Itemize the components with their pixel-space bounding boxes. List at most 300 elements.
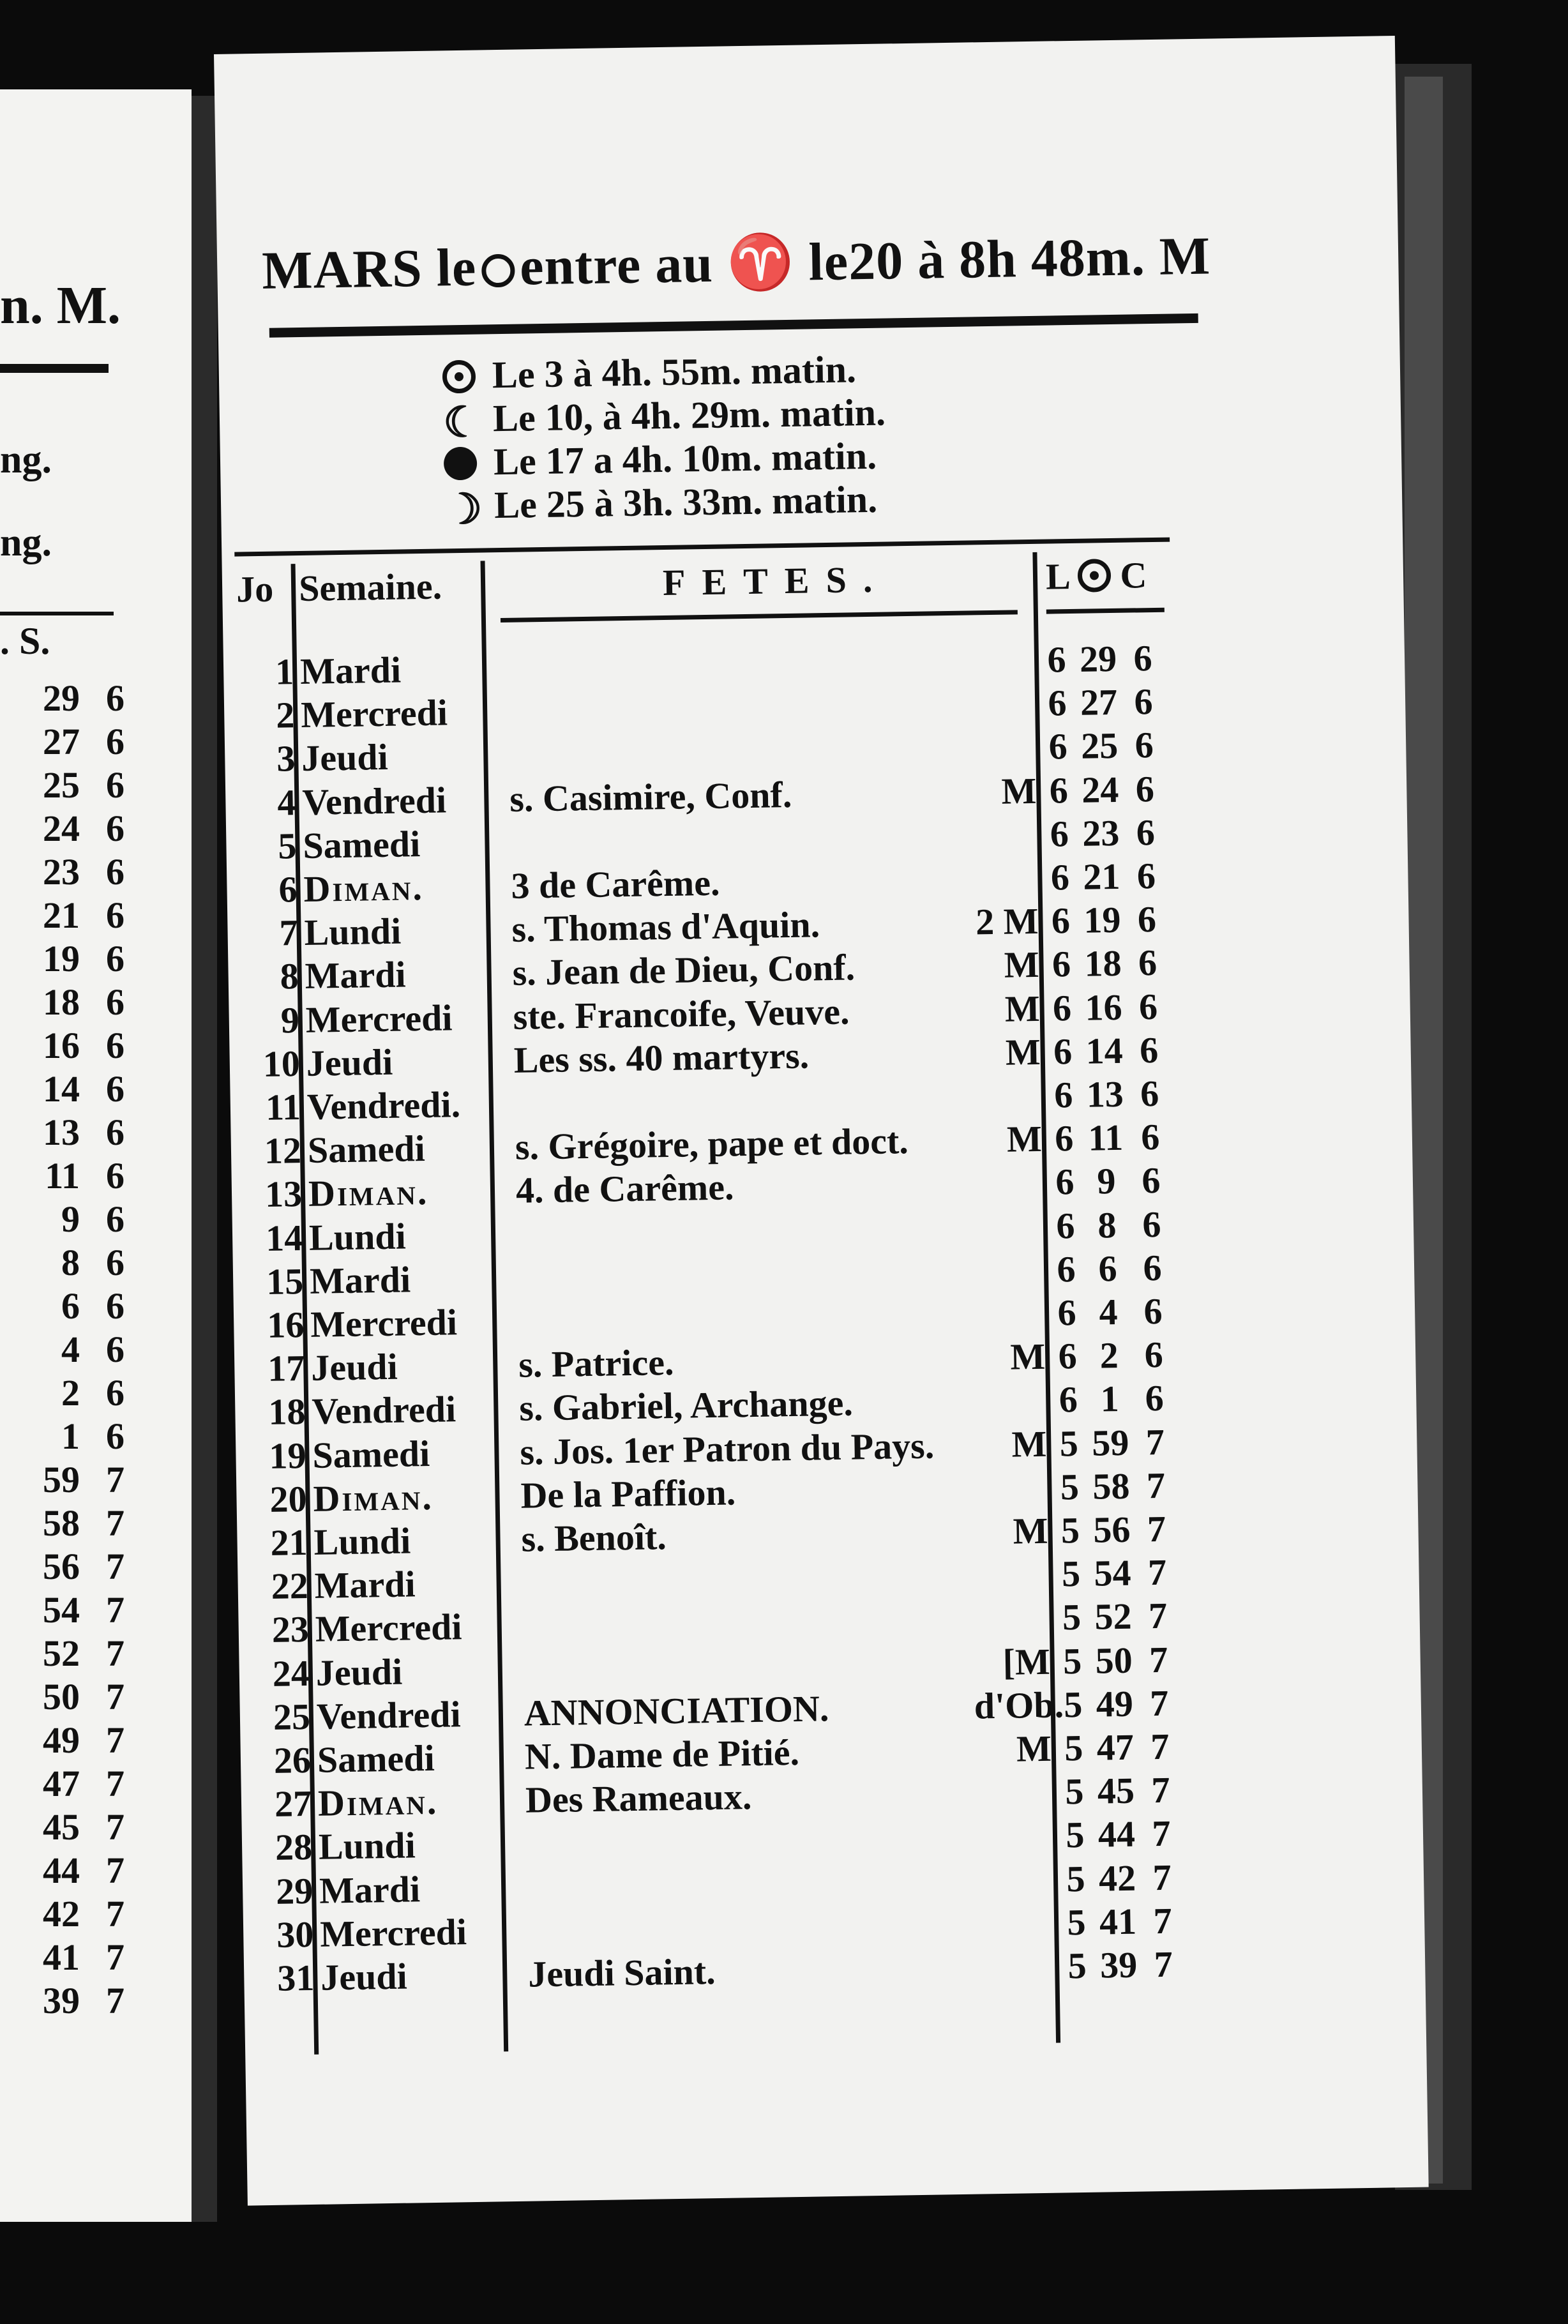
weekday: Vendredi [301, 779, 447, 823]
previous-page-minutes: 42 [43, 1893, 80, 1935]
sunrise-minutes: 9 [1096, 1160, 1116, 1202]
day-number: 25 [273, 1695, 311, 1738]
previous-page-row [13, 1458, 124, 1502]
day-number: 20 [269, 1477, 308, 1520]
sunset-hour: 6 [1143, 1290, 1163, 1332]
previous-page-hour: 6 [106, 1329, 124, 1370]
aries-icon: ♈ [727, 232, 795, 294]
day-number: 24 [272, 1652, 310, 1694]
previous-page-row [13, 807, 124, 850]
previous-page-row [13, 1024, 124, 1068]
sunset-hour: 6 [1133, 637, 1153, 679]
previous-page-hour: 6 [106, 894, 124, 936]
previous-page-row [13, 1762, 124, 1806]
sunrise-hour: 6 [1052, 943, 1071, 985]
sunset-hour: 7 [1150, 1769, 1170, 1811]
weekday: Lundi [304, 910, 402, 954]
previous-page-hour: 7 [106, 1893, 124, 1935]
day-number: 2 [275, 694, 295, 736]
previous-page-row [13, 1632, 124, 1675]
sunrise-minutes: 4 [1099, 1291, 1119, 1333]
feast-mark: M [1011, 1422, 1047, 1465]
weekday: Diman. [308, 1171, 429, 1215]
sunrise-hour: 5 [1060, 1509, 1080, 1551]
sunset-hour: 6 [1135, 767, 1155, 810]
feast-mark: M [1013, 1509, 1048, 1552]
sunrise-minutes: 16 [1085, 986, 1123, 1029]
previous-page-hour: 6 [106, 1155, 124, 1196]
moon-phase-text: Le 3 à 4h. 55m. matin. [492, 348, 857, 396]
previous-page-hour: 7 [106, 1806, 124, 1848]
day-number: 1 [275, 651, 294, 693]
previous-page-row [13, 894, 124, 937]
previous-page-row [13, 937, 124, 981]
previous-page-row [13, 1371, 124, 1415]
table-top-rule [234, 538, 1170, 557]
book-gutter [192, 96, 217, 2222]
previous-page-hour: 6 [106, 808, 124, 849]
previous-page-hour: 7 [106, 1936, 124, 1978]
day-number: 31 [276, 1956, 315, 1999]
day-number: 21 [270, 1521, 308, 1564]
previous-page-minutes: 18 [43, 981, 80, 1023]
previous-page-minutes: 54 [43, 1589, 80, 1631]
almanac-page [214, 36, 1429, 2206]
sunrise-hour: 6 [1050, 856, 1070, 898]
previous-page-line: ng. [0, 521, 52, 564]
sunrise-hour: 6 [1057, 1292, 1077, 1334]
previous-page-hour: 6 [106, 1372, 124, 1414]
previous-page-minutes: 59 [43, 1459, 80, 1500]
previous-page-hour: 6 [106, 677, 124, 719]
sunrise-minutes: 47 [1096, 1726, 1135, 1769]
weekday: Lundi [308, 1215, 407, 1258]
sun-icon [481, 254, 515, 288]
moon-phase-row [442, 347, 885, 398]
moon-phase-row [444, 434, 887, 485]
sunrise-hour: 5 [1063, 1683, 1083, 1726]
title-rule [269, 313, 1198, 338]
day-number: 6 [278, 868, 298, 910]
sunrise-hour: 5 [1060, 1465, 1080, 1508]
day-number: 17 [267, 1347, 305, 1390]
previous-page-minutes: 24 [43, 808, 80, 849]
sunset-hour: 6 [1134, 681, 1154, 723]
weekday: Jeudi [310, 1345, 398, 1389]
day-number: 3 [276, 737, 296, 780]
sunrise-hour: 6 [1049, 769, 1069, 811]
previous-page-minutes: 41 [43, 1936, 80, 1978]
previous-page-hour: 7 [106, 1850, 124, 1891]
header-fetes: FETES. [662, 558, 889, 604]
day-number: 29 [275, 1869, 313, 1912]
previous-page-minutes: 29 [43, 677, 80, 719]
feast-mark: [M [1002, 1640, 1051, 1683]
day-number: 8 [280, 955, 299, 997]
sunset-hour: 6 [1138, 985, 1158, 1028]
previous-page-minutes: 45 [43, 1806, 80, 1848]
sunrise-minutes: 25 [1080, 725, 1119, 767]
feast-name: Les ss. 40 martyrs. [513, 1034, 810, 1081]
weekday: Lundi [313, 1520, 411, 1563]
previous-page-row [13, 1588, 124, 1632]
previous-page-minutes: 58 [43, 1502, 80, 1544]
sunrise-minutes: 45 [1097, 1769, 1135, 1812]
feast-name: 3 de Carême. [511, 861, 720, 907]
sunrise-hour: 6 [1053, 1030, 1073, 1073]
previous-page-rule [0, 364, 109, 373]
previous-page-header-text: . S. [0, 620, 50, 662]
moon-phase-text: Le 17 a 4h. 10m. matin. [493, 434, 877, 483]
sunset-hour: 6 [1139, 1029, 1159, 1071]
title-rest: le20 à 8h 48m. M [808, 226, 1211, 292]
previous-page-minutes: 16 [43, 1025, 80, 1066]
sunset-hour: 7 [1149, 1638, 1168, 1680]
sunrise-hour: 5 [1066, 1857, 1086, 1899]
feast-mark: M [1004, 944, 1040, 986]
weekday: Jeudi [301, 736, 389, 780]
sunset-hour: 7 [1151, 1813, 1171, 1855]
previous-page-hour: 7 [106, 1546, 124, 1587]
previous-page-minutes: 44 [43, 1850, 80, 1891]
previous-page-row [13, 1241, 124, 1285]
previous-page-row [13, 1415, 124, 1458]
previous-page-hour: 7 [106, 1763, 124, 1804]
sunrise-minutes: 6 [1098, 1247, 1118, 1290]
sunrise-minutes: 27 [1080, 681, 1118, 723]
previous-page-minutes: 14 [43, 1068, 80, 1110]
previous-page-hour: 7 [106, 1633, 124, 1674]
previous-page-row [13, 1545, 124, 1588]
sunrise-minutes: 18 [1084, 942, 1122, 985]
weekday: Vendredi [311, 1388, 456, 1433]
previous-page-row [13, 764, 124, 807]
day-number: 9 [280, 999, 300, 1041]
day-number: 27 [274, 1783, 312, 1825]
day-number: 30 [276, 1913, 314, 1956]
feast-name: 4. de Carême. [515, 1166, 734, 1212]
feast-mark: M [1005, 1030, 1041, 1073]
feast-name: ste. Francoife, Veuve. [513, 990, 850, 1038]
sunrise-hour: 6 [1051, 900, 1071, 942]
moon-phase-text: Le 10, à 4h. 29m. matin. [492, 391, 886, 440]
sunrise-hour: 6 [1057, 1248, 1076, 1290]
feast-name: s. Casimire, Conf. [509, 773, 792, 820]
weekday: Jeudi [320, 1955, 408, 1998]
previous-page-minutes: 4 [61, 1329, 80, 1370]
sunset-hour: 6 [1136, 854, 1156, 897]
previous-page-row [13, 1154, 124, 1198]
moon-phase-row [442, 391, 886, 447]
sunrise-hour: 6 [1055, 1204, 1075, 1247]
previous-page-row [13, 1849, 124, 1892]
feast-mark: M [1004, 987, 1041, 1030]
sunrise-minutes: 8 [1097, 1204, 1117, 1246]
sunset-hour: 7 [1145, 1421, 1165, 1463]
previous-page-minutes: 2 [61, 1372, 80, 1414]
weekday: Vendredi. [306, 1083, 461, 1128]
weekday: Mercredi [310, 1301, 458, 1345]
weekday: Samedi [307, 1128, 426, 1172]
sunrise-minutes: 14 [1085, 1029, 1124, 1072]
sunrise-hour: 6 [1048, 725, 1068, 767]
weekday: Diman. [317, 1781, 439, 1824]
sunset-hour: 7 [1146, 1464, 1166, 1507]
sunset-hour: 7 [1149, 1682, 1169, 1724]
weekday: Mardi [299, 649, 402, 692]
feast-name: s. Grégoire, pape et doct. [515, 1120, 909, 1168]
previous-page-row [13, 1198, 124, 1241]
sunrise-hour: 5 [1067, 1901, 1087, 1943]
day-number: 13 [264, 1173, 303, 1216]
previous-page-minutes: 23 [43, 851, 80, 893]
day-number: 14 [265, 1216, 303, 1259]
feast-mark: 2 M [975, 900, 1039, 943]
previous-page-hour: 6 [106, 1198, 124, 1240]
sunrise-hour: 5 [1062, 1596, 1082, 1638]
header-l: L [1045, 555, 1069, 598]
weekday: Mercredi [315, 1606, 462, 1650]
previous-page [0, 89, 192, 2222]
weekday: Mercredi [305, 996, 453, 1041]
previous-page-minutes: 1 [61, 1415, 80, 1457]
sunrise-minutes: 59 [1091, 1421, 1129, 1464]
previous-page-hour: 7 [106, 1589, 124, 1631]
day-number: 4 [276, 781, 296, 824]
feast-mark [958, 638, 1034, 640]
weekday: Mardi [305, 953, 407, 997]
weekday: Diman. [303, 866, 425, 910]
header-c: C [1119, 554, 1147, 596]
previous-page-minutes: 6 [61, 1285, 80, 1327]
sunset-hour: 7 [1147, 1551, 1167, 1594]
header-jo: Jo [236, 568, 274, 610]
weekday: Mardi [314, 1563, 416, 1607]
weekday: Samedi [312, 1432, 430, 1476]
day-number: 15 [266, 1260, 304, 1302]
sunset-hour: 6 [1140, 1116, 1160, 1158]
sunrise-hour: 5 [1067, 1944, 1087, 1987]
sunrise-minutes: 52 [1094, 1596, 1133, 1638]
feast-name: s. Patrice. [518, 1341, 674, 1385]
previous-page-hour: 6 [106, 981, 124, 1023]
previous-page-row [13, 1892, 124, 1936]
sunrise-hour: 6 [1048, 682, 1067, 724]
sunrise-hour: 5 [1064, 1770, 1084, 1813]
sunrise-minutes: 49 [1096, 1682, 1134, 1725]
feast-name: s. Benoît. [521, 1516, 667, 1560]
sunrise-minutes: 11 [1087, 1117, 1124, 1159]
page-title [262, 224, 1211, 302]
day-number: 26 [273, 1739, 312, 1781]
sunrise-minutes: 2 [1099, 1334, 1119, 1377]
day-number: 22 [271, 1565, 309, 1608]
sunset-hour: 6 [1136, 811, 1156, 854]
feast-name: De la Paffion. [520, 1471, 736, 1516]
previous-page-hour: 6 [106, 1112, 124, 1153]
sunrise-hour: 5 [1064, 1726, 1083, 1769]
sunrise-hour: 5 [1065, 1814, 1085, 1856]
feast-name: s. Jos. 1er Patron du Pays. [519, 1424, 935, 1473]
previous-page-minutes: 50 [43, 1676, 80, 1717]
feast-name: s. Gabriel, Archange. [518, 1382, 854, 1430]
previous-page-row [13, 1502, 124, 1545]
previous-page-hour: 6 [106, 1285, 124, 1327]
sunrise-minutes: 56 [1092, 1508, 1131, 1551]
sunrise-hour: 5 [1061, 1553, 1081, 1595]
sunset-hour: 6 [1137, 898, 1157, 940]
sunrise-minutes: 54 [1094, 1551, 1132, 1594]
lc-header-rule [1046, 608, 1165, 614]
feast-name: Des Rameaux. [525, 1776, 752, 1821]
previous-page-row [13, 1111, 124, 1154]
feast-mark: M [1006, 1118, 1043, 1160]
previous-page-row [13, 1285, 124, 1328]
previous-page-hour: 7 [106, 1719, 124, 1761]
previous-page-header [0, 619, 50, 663]
title-mid: entre au [519, 234, 714, 297]
sunrise-minutes: 19 [1083, 899, 1121, 941]
feast-name: N. Dame de Pitié. [524, 1731, 800, 1777]
sunrise-hour: 6 [1050, 812, 1069, 855]
first-quarter-icon: ☽ [444, 486, 483, 534]
previous-page-row [13, 677, 124, 720]
feast-name: s. Jean de Dieu, Conf. [512, 946, 856, 994]
header-semaine: Semaine. [298, 565, 442, 610]
previous-page-minutes: 8 [61, 1242, 80, 1283]
previous-page-table-rule [0, 612, 114, 615]
previous-page-hour: 6 [106, 851, 124, 893]
weekday: Samedi [302, 822, 421, 866]
sunrise-hour: 5 [1059, 1422, 1079, 1465]
previous-page-minutes: 21 [43, 894, 80, 936]
sunrise-minutes: 13 [1086, 1073, 1124, 1115]
sunset-hour: 6 [1144, 1334, 1164, 1376]
sunset-hour: 7 [1153, 1899, 1173, 1942]
moon-phase-text: Le 25 à 3h. 33m. matin. [494, 478, 878, 527]
feast-mark: M [1001, 769, 1037, 812]
previous-page-hour: 7 [106, 1980, 124, 2021]
sunrise-minutes: 24 [1081, 768, 1119, 811]
day-number: 7 [279, 912, 299, 954]
previous-page-row [13, 981, 124, 1024]
previous-page-hour: 7 [106, 1502, 124, 1544]
day-number: 28 [275, 1826, 313, 1869]
sunset-hour: 6 [1140, 1072, 1159, 1115]
sun-icon [1078, 559, 1112, 592]
sunrise-hour: 6 [1058, 1335, 1078, 1377]
day-number: 23 [271, 1608, 310, 1651]
previous-page-hour: 7 [106, 1676, 124, 1717]
sunrise-hour: 6 [1055, 1161, 1074, 1203]
previous-page-row [13, 1068, 124, 1111]
sunrise-hour: 5 [1062, 1640, 1082, 1682]
sunrise-hour: 6 [1054, 1117, 1074, 1159]
previous-page-minutes: 13 [43, 1112, 80, 1153]
feast-mark: d'Ob. [974, 1684, 1064, 1727]
sunrise-hour: 6 [1047, 638, 1067, 681]
previous-page-row [13, 1328, 124, 1371]
previous-page-row [13, 720, 124, 764]
previous-page-row [13, 850, 124, 894]
previous-page-minutes: 11 [45, 1155, 80, 1196]
previous-page-minutes: 49 [43, 1719, 80, 1761]
sunrise-minutes: 41 [1099, 1900, 1137, 1943]
weekday: Mercredi [300, 691, 448, 736]
sunset-hour: 7 [1147, 1507, 1166, 1550]
sunset-hour: 6 [1135, 724, 1154, 766]
sunset-hour: 6 [1145, 1377, 1165, 1419]
day-number: 12 [264, 1129, 302, 1172]
sunrise-hour: 6 [1052, 986, 1072, 1029]
day-number: 5 [277, 824, 297, 867]
feast-mark: M [1009, 1335, 1046, 1378]
weekday: Lundi [318, 1824, 416, 1868]
moon-phases [442, 347, 887, 534]
weekday: Diman. [313, 1475, 434, 1520]
fetes-header-rule [501, 610, 1018, 622]
sunset-hour: 6 [1138, 942, 1157, 984]
sunrise-minutes: 42 [1098, 1857, 1136, 1899]
previous-page-minutes: 56 [43, 1546, 80, 1587]
last-quarter-icon: ☾ [442, 399, 481, 447]
sunrise-minutes: 44 [1097, 1813, 1136, 1855]
weekday: Mardi [309, 1258, 411, 1302]
previous-page-hour: 6 [106, 1415, 124, 1457]
previous-page-hour: 6 [106, 938, 124, 979]
full-moon-icon [442, 360, 476, 394]
feast-name: Jeudi Saint. [527, 1950, 716, 1995]
previous-page-row [13, 1675, 124, 1719]
previous-page-title: n. M. [0, 276, 121, 335]
day-number: 10 [262, 1042, 301, 1085]
weekday: Jeudi [315, 1650, 403, 1694]
previous-page-hour: 6 [106, 1068, 124, 1110]
weekday: Mercredi [319, 1910, 467, 1955]
weekday: Vendredi [316, 1693, 462, 1737]
sunrise-minutes: 21 [1082, 855, 1120, 898]
sunrise-minutes: 29 [1079, 637, 1117, 680]
new-moon-icon [444, 447, 478, 481]
sunset-hour: 6 [1142, 1203, 1161, 1245]
previous-page-minutes: 9 [61, 1198, 80, 1240]
sunrise-minutes: 1 [1100, 1378, 1120, 1420]
previous-page-minutes: 19 [43, 938, 80, 979]
previous-page-hour: 6 [106, 1025, 124, 1066]
feast-name: ANNONCIATION. [524, 1687, 829, 1734]
sunset-hour: 7 [1154, 1943, 1173, 1986]
previous-page-minutes: 39 [43, 1980, 80, 2021]
previous-page-line: ng. [0, 438, 52, 481]
previous-page-row [13, 1719, 124, 1762]
sunrise-minutes: 58 [1092, 1465, 1130, 1507]
header-lc [1045, 554, 1147, 598]
weekday: Samedi [317, 1737, 435, 1781]
sunset-hour: 7 [1152, 1856, 1172, 1898]
weekday: Mardi [319, 1867, 421, 1912]
feast-mark: M [1016, 1727, 1052, 1770]
previous-page-row [13, 1979, 124, 2023]
day-number: 18 [268, 1391, 306, 1433]
sunset-hour: 7 [1150, 1725, 1170, 1768]
moon-phase-row [444, 478, 887, 534]
day-number: 16 [266, 1304, 305, 1346]
sunset-hour: 6 [1143, 1246, 1163, 1289]
previous-page-minutes: 25 [43, 764, 80, 806]
title-month: MARS le [261, 238, 477, 301]
previous-page-hour: 6 [106, 721, 124, 762]
weekday: Jeudi [306, 1041, 393, 1084]
